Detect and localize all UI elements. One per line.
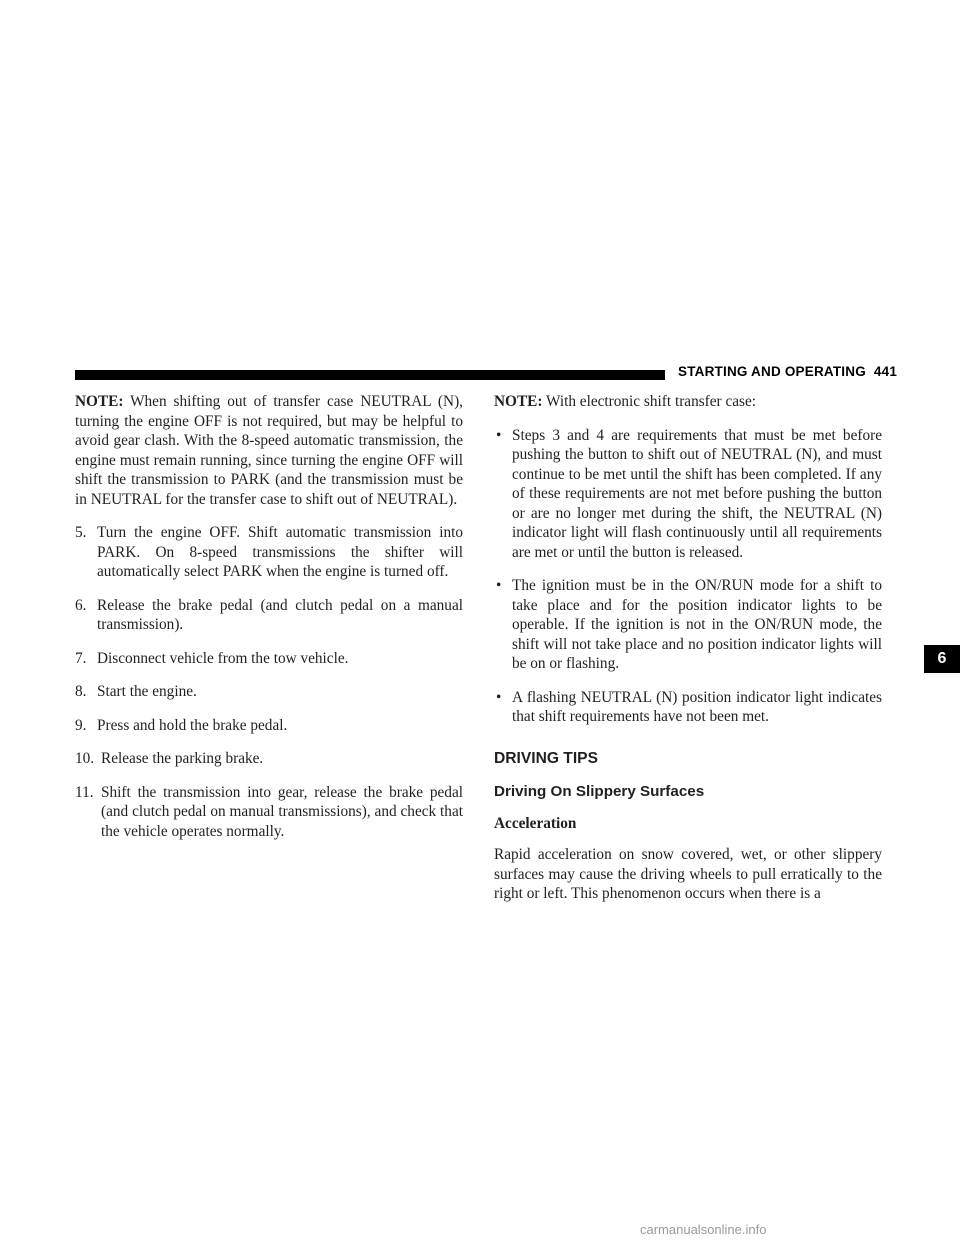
bullet-dot-icon: • [496,426,502,444]
note-paragraph [75,392,463,509]
step-item [75,783,463,842]
step-number: 10. [75,750,95,767]
step-text: Turn the engine OFF. Shift automatic transmission into PARK. On 8-speed transmissions the shifter will automatically select PARK when the engine is turned off. [97,524,463,580]
section-title: STARTING AND OPERATING [678,364,866,379]
page-number: 441 [873,364,898,379]
body-paragraph: Rapid acceleration on snow covered, wet, or other slippery surfaces may cause the driving wheels to pull erratically to the right or left. This phenomenon occurs when there is a [494,846,882,902]
step-item [75,749,463,769]
bullet-dot-icon: • [496,688,502,706]
step-text: Release the brake pedal (and clutch pedal on a manual transmission). [97,596,463,633]
bullet-item [494,576,882,674]
bullet-dot-icon: • [496,577,502,594]
step-text: Release the parking brake. [101,750,264,767]
step-number: 5. [75,524,87,541]
watermark: carmanualsonline.info [640,1222,767,1237]
step-item [75,523,463,582]
step-text: Shift the transmission into gear, release the brake pedal (and clutch pedal on manual transmissions), and check that the vehicle operates normally. [101,783,463,840]
bullet-list [494,426,882,727]
note-text: With electronic shift transfer case: [542,393,757,410]
bullet-text: A flashing NEUTRAL (N) position indicator light indicates that shift requirements have not been met. [512,688,882,725]
sub-heading: Acceleration [494,814,577,832]
bullet-item [494,688,882,727]
left-column [75,392,463,855]
step-text: Press and hold the brake pedal. [97,716,288,734]
bullet-item [494,426,882,563]
right-column [494,392,882,918]
step-item [75,649,463,669]
bullet-text: The ignition must be in the ON/RUN mode for a shift to take place and for the position indicator lights to be operable. If the ignition is not in the ON/RUN mode, the shift will not take place and no position indicator lights will be on or flashing. [512,577,882,672]
step-text: Disconnect vehicle from the tow vehicle. [97,649,349,667]
step-number: 7. [75,649,87,667]
note-text: When shifting out of transfer case NEUTRAL (N), turning the engine OFF is not required, but may be helpful to avoid gear clash. With the 8-speed automatic transmission, the engine must remain running, since turning the engine OFF will shift the transmission to PARK (and the transmission must be in NEUTRAL for the transfer case to shift out of NEUTRAL). [75,393,463,508]
header-rule [75,370,665,380]
step-number: 6. [75,596,87,614]
step-item [75,682,463,702]
step-number: 9. [75,716,87,734]
step-item [75,596,463,635]
step-number: 8. [75,683,87,700]
note-label: NOTE: [75,393,124,410]
note-paragraph [494,392,882,412]
steps-list [75,523,463,841]
section-heading: DRIVING TIPS [494,749,598,767]
bullet-text: Steps 3 and 4 are requirements that must be met before pushing the button to shift out of NEUTRAL (N), and must continue to be met until the shift has been completed. If any of these requirements are not met before pushing the button or are no longer met during the shift, the NEUTRAL (N) indicator light will flash continuously until all requirements are met or until the button is released. [512,426,882,561]
subsection-heading: Driving On Slippery Surfaces [494,783,705,800]
chapter-tab: 6 [924,645,960,673]
step-number: 11. [75,783,94,801]
step-text: Start the engine. [97,683,197,700]
note-label: NOTE: [494,393,543,410]
running-header [678,364,897,379]
step-item [75,716,463,736]
